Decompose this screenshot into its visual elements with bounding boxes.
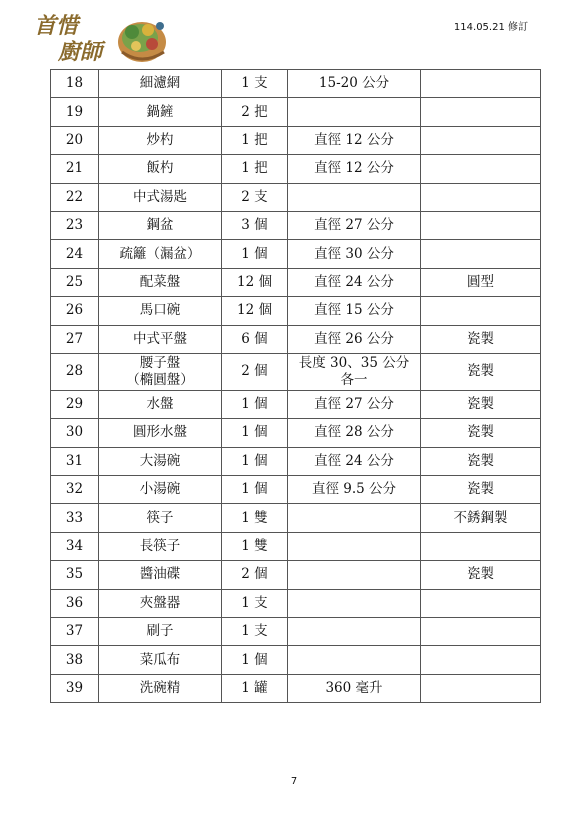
- cell-note: [421, 618, 541, 646]
- cell-qty: 1 把: [222, 126, 288, 154]
- cell-no: 19: [51, 98, 99, 126]
- cell-no: 31: [51, 447, 99, 475]
- table-row: [51, 646, 541, 674]
- cell-qty: 2 個: [222, 353, 288, 390]
- cell-spec: [288, 98, 421, 126]
- cell-name: 筷子: [99, 504, 222, 532]
- cell-name: 中式平盤: [99, 325, 222, 353]
- cell-spec: [288, 589, 421, 617]
- cell-no: 23: [51, 211, 99, 239]
- cell-spec: 直徑 28 公分: [288, 419, 421, 447]
- table-row: [51, 561, 541, 589]
- cell-name: 洗碗精: [99, 674, 222, 702]
- cell-no: 36: [51, 589, 99, 617]
- cell-qty: 1 個: [222, 419, 288, 447]
- logo-line1: 首惜: [34, 13, 79, 39]
- cell-note: [421, 98, 541, 126]
- table-row: [51, 126, 541, 154]
- table-row: [51, 589, 541, 617]
- cell-no: 32: [51, 476, 99, 504]
- table-row: [51, 297, 541, 325]
- cell-spec: [288, 618, 421, 646]
- cell-qty: 1 支: [222, 589, 288, 617]
- cell-name: 菜瓜布: [99, 646, 222, 674]
- cell-name: 疏籬（漏盆）: [99, 240, 222, 268]
- cell-no: 30: [51, 419, 99, 447]
- cell-qty: 1 個: [222, 390, 288, 418]
- cell-spec: 直徑 15 公分: [288, 297, 421, 325]
- cell-no: 18: [51, 70, 99, 98]
- revision-date: 114.05.21 修訂: [453, 22, 528, 33]
- table-row: [51, 353, 541, 390]
- cell-note: 瓷製: [421, 476, 541, 504]
- cell-note: 瓷製: [421, 390, 541, 418]
- cell-name: 小湯碗: [99, 476, 222, 504]
- cell-no: 29: [51, 390, 99, 418]
- cell-name: 腰子盤 （橢圓盤）: [99, 353, 222, 390]
- cell-note: [421, 589, 541, 617]
- logo-vegetable-bowl-icon: [112, 12, 172, 66]
- cell-no: 28: [51, 353, 99, 390]
- table-row: [51, 155, 541, 183]
- cell-name: 水盤: [99, 390, 222, 418]
- table-row: [51, 183, 541, 211]
- cell-spec: 直徑 26 公分: [288, 325, 421, 353]
- cell-qty: 2 個: [222, 561, 288, 589]
- cell-qty: 1 個: [222, 447, 288, 475]
- cell-no: 33: [51, 504, 99, 532]
- cell-name: 飯杓: [99, 155, 222, 183]
- cell-note: [421, 674, 541, 702]
- cell-note: 瓷製: [421, 325, 541, 353]
- cell-spec: 直徑 24 公分: [288, 268, 421, 296]
- cell-spec: 直徑 12 公分: [288, 155, 421, 183]
- cell-no: 21: [51, 155, 99, 183]
- cell-qty: 1 支: [222, 618, 288, 646]
- equipment-table: [50, 69, 541, 703]
- cell-note: 圓型: [421, 268, 541, 296]
- cell-no: 24: [51, 240, 99, 268]
- cell-no: 38: [51, 646, 99, 674]
- cell-spec: 長度 30、35 公分 各一: [288, 353, 421, 390]
- table-row: [51, 532, 541, 560]
- table-row: [51, 240, 541, 268]
- cell-qty: 1 罐: [222, 674, 288, 702]
- cell-qty: 2 支: [222, 183, 288, 211]
- table-row: [51, 419, 541, 447]
- logo: [30, 10, 170, 68]
- cell-no: 25: [51, 268, 99, 296]
- cell-note: [421, 211, 541, 239]
- table-row: [51, 390, 541, 418]
- cell-spec: 直徑 9.5 公分: [288, 476, 421, 504]
- cell-name: 刷子: [99, 618, 222, 646]
- cell-note: [421, 646, 541, 674]
- cell-note: [421, 297, 541, 325]
- table-row: [51, 70, 541, 98]
- cell-name: 配菜盤: [99, 268, 222, 296]
- cell-note: [421, 155, 541, 183]
- cell-no: 20: [51, 126, 99, 154]
- cell-name: 夾盤器: [99, 589, 222, 617]
- cell-no: 35: [51, 561, 99, 589]
- cell-qty: 1 個: [222, 240, 288, 268]
- table-row: [51, 325, 541, 353]
- cell-no: 27: [51, 325, 99, 353]
- cell-note: 不銹鋼製: [421, 504, 541, 532]
- table-row: [51, 268, 541, 296]
- cell-qty: 6 個: [222, 325, 288, 353]
- table-row: [51, 476, 541, 504]
- cell-qty: 1 把: [222, 155, 288, 183]
- cell-spec: [288, 183, 421, 211]
- cell-note: [421, 126, 541, 154]
- cell-name: 炒杓: [99, 126, 222, 154]
- cell-name: 圓形水盤: [99, 419, 222, 447]
- cell-qty: 12 個: [222, 297, 288, 325]
- cell-qty: 1 支: [222, 70, 288, 98]
- cell-no: 37: [51, 618, 99, 646]
- cell-name: 細濾網: [99, 70, 222, 98]
- cell-spec: 直徑 24 公分: [288, 447, 421, 475]
- cell-name: 長筷子: [99, 532, 222, 560]
- cell-qty: 1 雙: [222, 532, 288, 560]
- cell-spec: 直徑 30 公分: [288, 240, 421, 268]
- cell-no: 22: [51, 183, 99, 211]
- cell-name: 中式湯匙: [99, 183, 222, 211]
- cell-no: 39: [51, 674, 99, 702]
- cell-qty: 3 個: [222, 211, 288, 239]
- page-number: 7: [290, 776, 298, 787]
- cell-spec: 15-20 公分: [288, 70, 421, 98]
- cell-name: 大湯碗: [99, 447, 222, 475]
- cell-spec: [288, 646, 421, 674]
- table-row: [51, 618, 541, 646]
- cell-note: [421, 70, 541, 98]
- table-row: [51, 98, 541, 126]
- cell-note: 瓷製: [421, 419, 541, 447]
- cell-no: 34: [51, 532, 99, 560]
- cell-name: 醬油碟: [99, 561, 222, 589]
- cell-spec: 直徑 12 公分: [288, 126, 421, 154]
- cell-name: 鋼盆: [99, 211, 222, 239]
- cell-note: 瓷製: [421, 447, 541, 475]
- cell-spec: 直徑 27 公分: [288, 211, 421, 239]
- cell-spec: 360 毫升: [288, 674, 421, 702]
- cell-note: [421, 532, 541, 560]
- table-row: [51, 504, 541, 532]
- cell-qty: 12 個: [222, 268, 288, 296]
- logo-line2: 廚師: [58, 39, 103, 65]
- cell-note: 瓷製: [421, 561, 541, 589]
- table-row: [51, 447, 541, 475]
- table-row: [51, 211, 541, 239]
- cell-no: 26: [51, 297, 99, 325]
- cell-qty: 1 個: [222, 476, 288, 504]
- cell-name: 鍋鏟: [99, 98, 222, 126]
- cell-spec: 直徑 27 公分: [288, 390, 421, 418]
- cell-spec: [288, 532, 421, 560]
- cell-qty: 1 雙: [222, 504, 288, 532]
- cell-qty: 2 把: [222, 98, 288, 126]
- cell-note: 瓷製: [421, 353, 541, 390]
- table-row: [51, 674, 541, 702]
- cell-spec: [288, 504, 421, 532]
- table-body: [51, 70, 541, 703]
- cell-note: [421, 240, 541, 268]
- cell-note: [421, 183, 541, 211]
- cell-spec: [288, 561, 421, 589]
- cell-name: 馬口碗: [99, 297, 222, 325]
- cell-qty: 1 個: [222, 646, 288, 674]
